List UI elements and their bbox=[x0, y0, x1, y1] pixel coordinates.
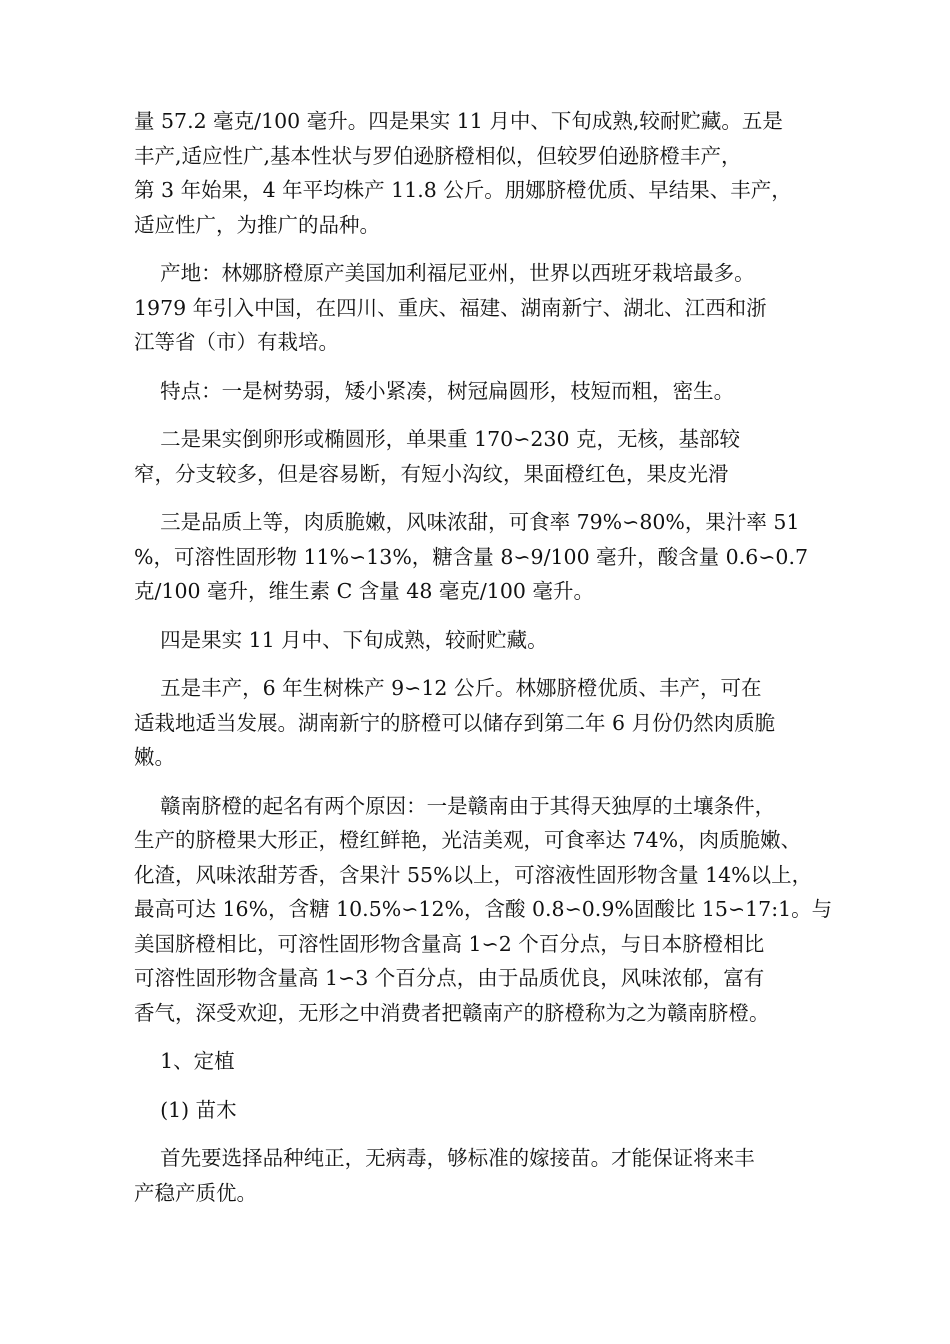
text-line: 窄，分支较多，但是容易断，有短小沟纹，果面橙红色，果皮光滑 bbox=[134, 461, 729, 486]
text-line: 生产的脐橙果大形正，橙红鲜艳，光洁美观，可食率达 74%，肉质脆嫩、 bbox=[134, 828, 802, 852]
paragraph bbox=[134, 1044, 824, 1079]
text-line: 丰产,适应性广,基本性状与罗伯逊脐橙相似，但较罗伯逊脐橙丰产， bbox=[134, 143, 742, 168]
text-line: 克/100 毫升，维生素 C 含量 48 毫克/100 毫升。 bbox=[134, 579, 594, 603]
text-line: 二是果实倒卵形或椭圆形，单果重 170∽230 克，无核，基部较 bbox=[134, 427, 741, 451]
text-line: (1) 苗木 bbox=[134, 1097, 237, 1122]
text-line: 化渣，风味浓甜芳香，含果汁 55%以上，可溶液性固形物含量 14%以上， bbox=[134, 862, 813, 887]
text-line: 三是品质上等，肉质脆嫩，风味浓甜，可食率 79%∽80%，果汁率 51 bbox=[134, 510, 800, 534]
text-line: 产地：林娜脐橙原产美国加利福尼亚州，世界以西班牙栽培最多。 bbox=[134, 261, 755, 285]
paragraph bbox=[134, 104, 824, 242]
text-line: 1、定植 bbox=[134, 1049, 235, 1073]
text-line: %，可溶性固形物 11%∽13%，糖含量 8∽9/100 毫升，酸含量 0.6∽0.7 bbox=[134, 544, 809, 569]
text-line: 特点：一是树势弱，矮小紧凑，树冠扁圆形，枝短而粗，密生。 bbox=[134, 378, 735, 403]
text-line: 美国脐橙相比，可溶性固形物含量高 1∽2 个百分点，与日本脐橙相比 bbox=[134, 931, 765, 956]
text-line: 嫩。 bbox=[134, 745, 175, 769]
paragraph bbox=[134, 1093, 824, 1128]
paragraph bbox=[134, 374, 824, 409]
text-line: 首先要选择品种纯正，无病毒，够标准的嫁接苗。才能保证将来丰 bbox=[134, 1146, 755, 1170]
text-line: 赣南脐橙的起名有两个原因：一是赣南由于其得天独厚的土壤条件， bbox=[134, 793, 776, 818]
text-line: 第 3 年始果，4 年平均株产 11.8 公斤。朋娜脐橙优质、早结果、丰产， bbox=[134, 178, 792, 202]
paragraph bbox=[134, 671, 824, 775]
text-line: 最高可达 16%，含糖 10.5%∽12%，含酸 0.8∽0.9%固酸比 15∽17:1。与 bbox=[134, 897, 833, 921]
text-line: 四是果实 11 月中、下旬成熟，较耐贮藏。 bbox=[134, 627, 548, 652]
paragraph bbox=[134, 789, 833, 1031]
paragraph bbox=[134, 623, 824, 658]
paragraph bbox=[134, 1141, 824, 1210]
text-line: 适应性广，为推广的品种。 bbox=[134, 212, 380, 237]
paragraph bbox=[134, 256, 824, 360]
text-line: 香气，深受欢迎，无形之中消费者把赣南产的脐橙称为之为赣南脐橙。 bbox=[134, 1000, 770, 1025]
text-line: 可溶性固形物含量高 1∽3 个百分点，由于品质优良，风味浓郁，富有 bbox=[134, 966, 765, 990]
text-line: 1979 年引入中国，在四川、重庆、福建、湖南新宁、湖北、江西和浙 bbox=[134, 295, 767, 320]
text-line: 五是丰产，6 年生树株产 9∽12 公斤。林娜脐橙优质、丰产，可在 bbox=[134, 676, 762, 700]
paragraph bbox=[134, 505, 824, 609]
text-line: 量 57.2 毫克/100 毫升。四是果实 11 月中、下旬成熟,较耐贮藏。五是 bbox=[134, 109, 783, 133]
paragraph bbox=[134, 422, 824, 491]
text-line: 江等省（市）有栽培。 bbox=[134, 330, 339, 354]
document-body bbox=[134, 104, 833, 1224]
text-line: 产稳产质优。 bbox=[134, 1180, 257, 1205]
text-line: 适栽地适当发展。湖南新宁的脐橙可以储存到第二年 6 月份仍然肉质脆 bbox=[134, 710, 776, 735]
